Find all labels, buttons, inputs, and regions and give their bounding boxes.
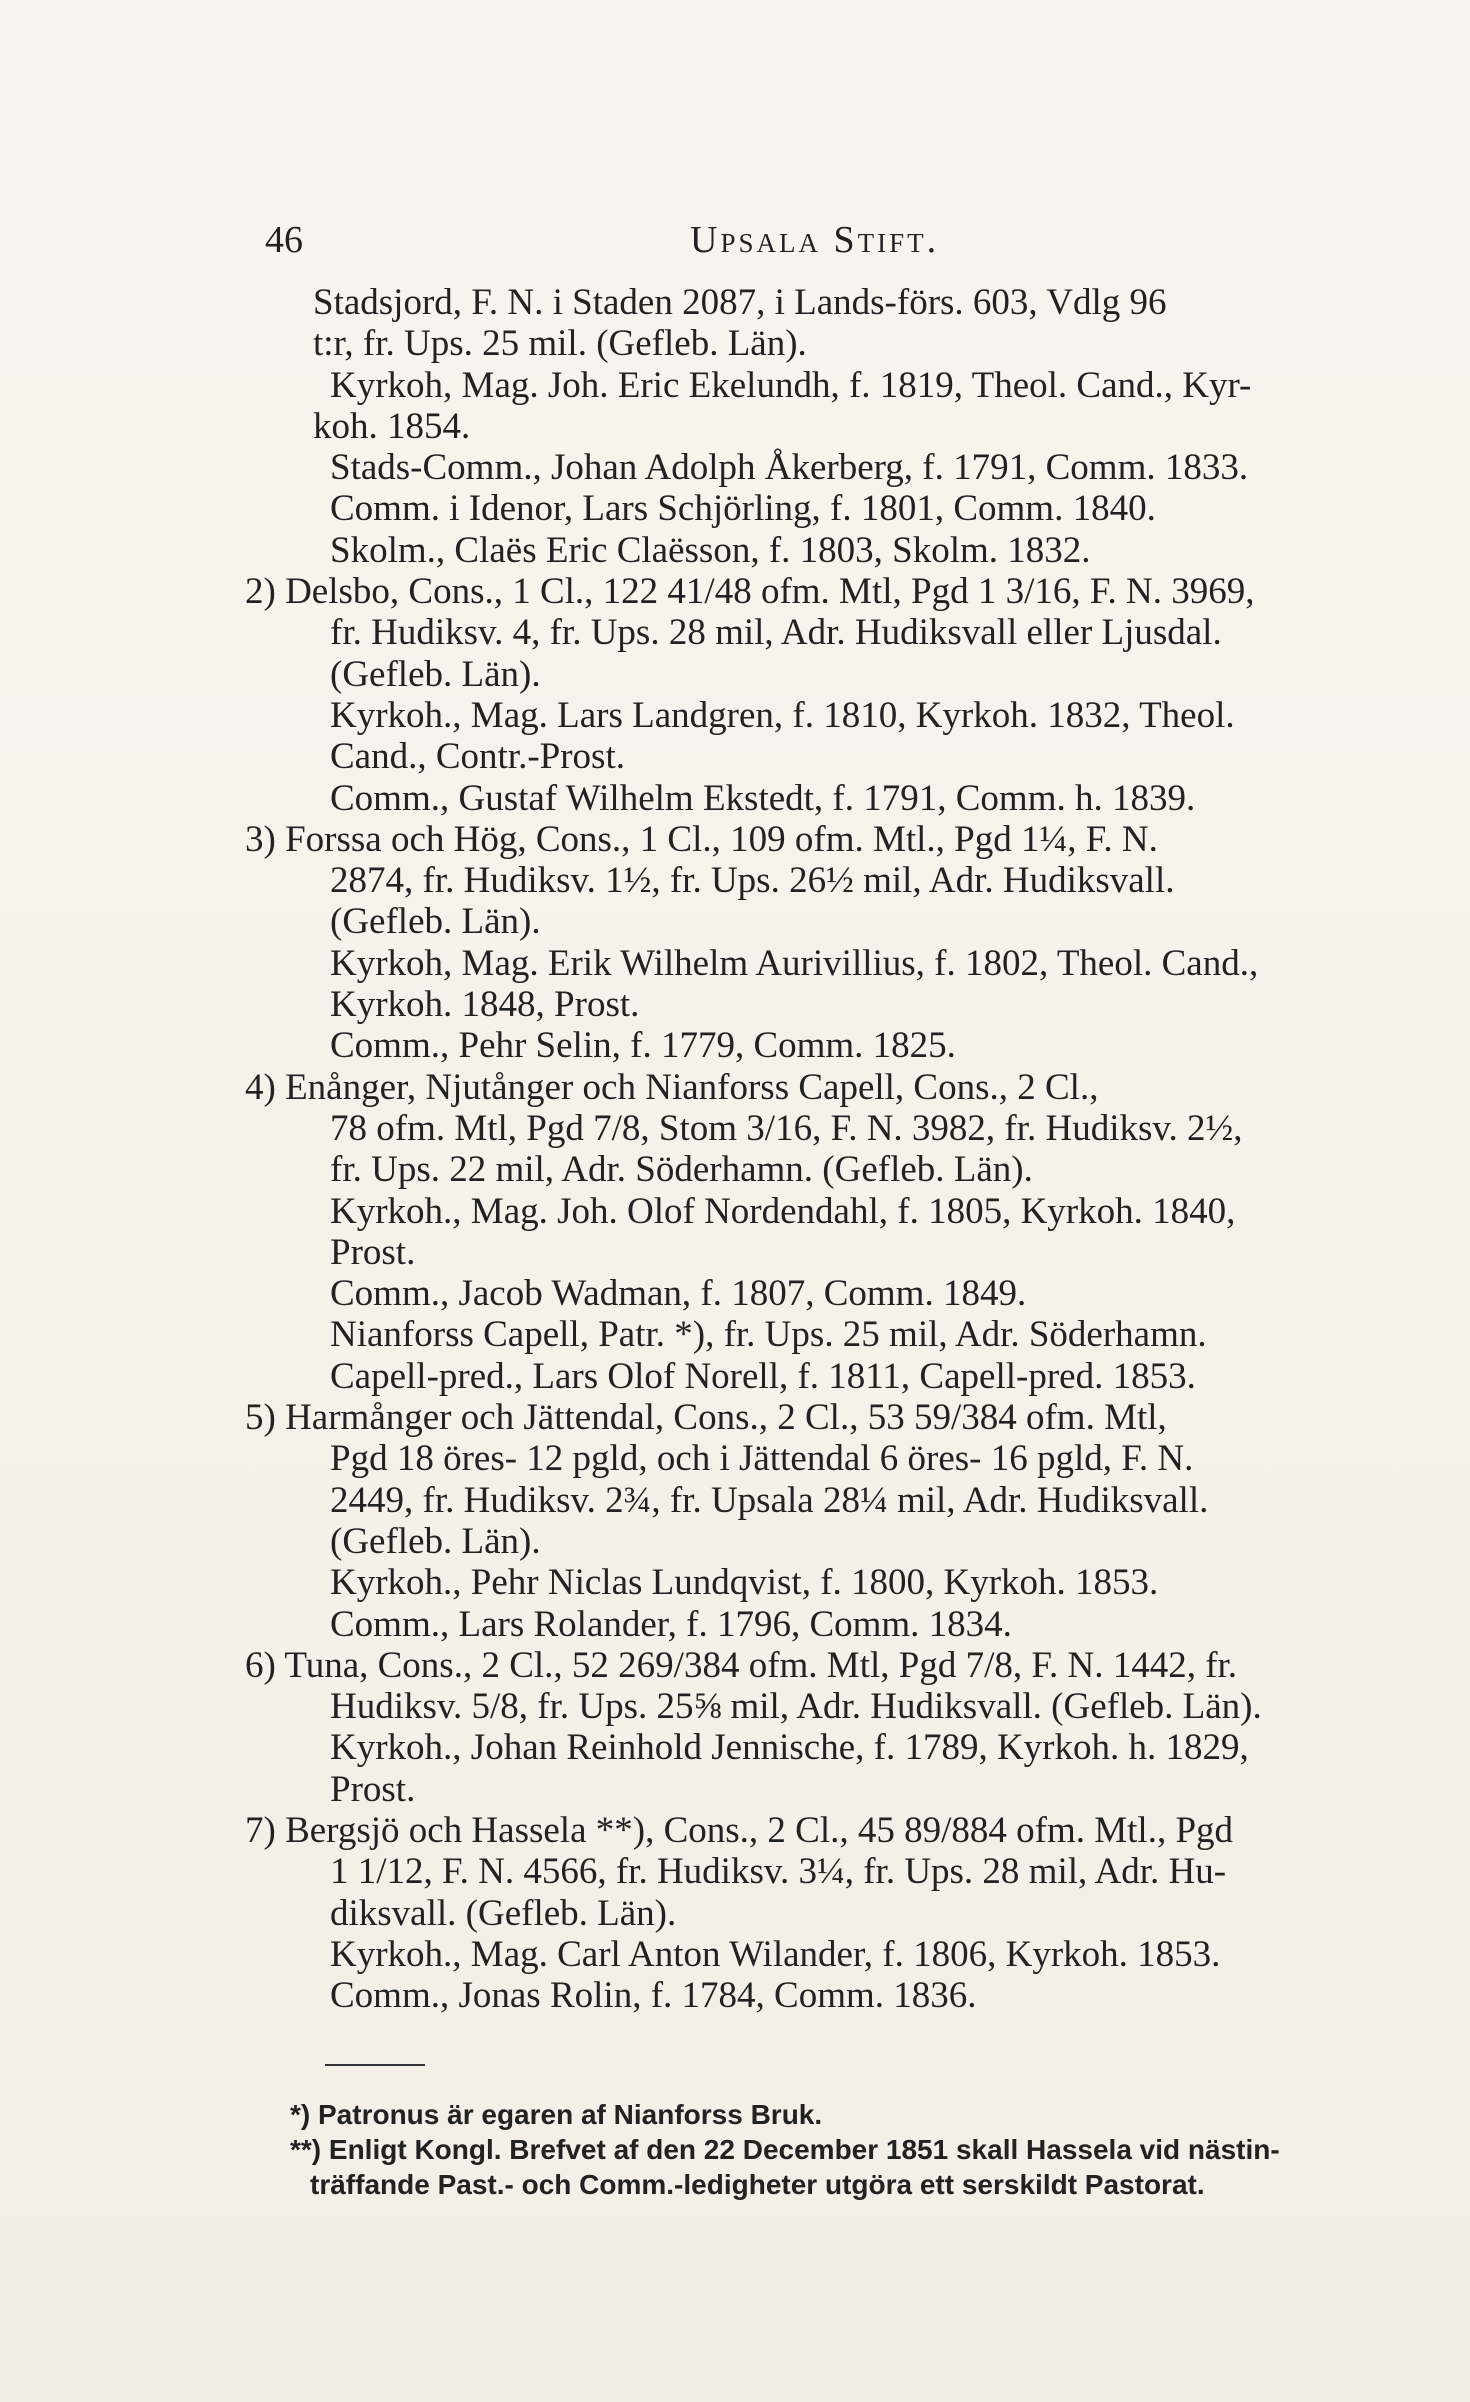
text-line: 7) Bergsjö och Hassela **), Cons., 2 Cl., 45 89/884 ofm. Mtl., Pgd — [245, 1809, 1234, 1851]
text-line: Stadsjord, F. N. i Staden 2087, i Lands-förs. 603, Vdlg 96 — [313, 282, 1167, 323]
text-line: 3) Forssa och Hög, Cons., 1 Cl., 109 ofm. Mtl., Pgd 1¼, F. N. — [245, 818, 1158, 860]
text-line: Stads-Comm., Johan Adolph Åkerberg, f. 1791, Comm. 1833. — [330, 447, 1249, 489]
text-line: Pgd 18 öres- 12 pgld, och i Jättendal 6 öres- 16 pgld, F. N. — [330, 1438, 1194, 1480]
text-line: t:r, fr. Ups. 25 mil. (Gefleb. Län). — [313, 323, 807, 365]
running-title: Upsala Stift. — [690, 219, 940, 261]
text-line: 78 ofm. Mtl, Pgd 7/8, Stom 3/16, F. N. 3982, fr. Hudiksv. 2½, — [330, 1107, 1243, 1149]
text-line: Kyrkoh. 1848, Prost. — [330, 984, 640, 1026]
text-line: 2449, fr. Hudiksv. 2¾, fr. Upsala 28¼ mil, Adr. Hudiksvall. — [330, 1479, 1209, 1521]
body-text — [245, 282, 1405, 2016]
text-line: Comm., Pehr Selin, f. 1779, Comm. 1825. — [330, 1025, 956, 1067]
footnote-line: *) Patronus är egaren af Nianforss Bruk. — [290, 2099, 823, 2130]
text-line: 2874, fr. Hudiksv. 1½, fr. Ups. 26½ mil, Adr. Hudiksvall. — [330, 860, 1175, 902]
text-line: Comm., Gustaf Wilhelm Ekstedt, f. 1791, Comm. h. 1839. — [330, 777, 1196, 819]
text-line: Prost. — [330, 1231, 416, 1273]
text-line: Kyrkoh, Mag. Erik Wilhelm Aurivillius, f. 1802, Theol. Cand., — [330, 942, 1259, 984]
text-line: Kyrkoh., Mag. Carl Anton Wilander, f. 1806, Kyrkoh. 1853. — [330, 1933, 1221, 1975]
text-line: Kyrkoh., Johan Reinhold Jennische, f. 1789, Kyrkoh. h. 1829, — [330, 1727, 1249, 1769]
page-header — [0, 218, 1470, 268]
text-line: Kyrkoh., Mag. Lars Landgren, f. 1810, Kyrkoh. 1832, Theol. — [330, 694, 1235, 736]
text-line: 2) Delsbo, Cons., 1 Cl., 122 41/48 ofm. Mtl, Pgd 1 3/16, F. N. 3969, — [245, 571, 1255, 613]
text-line: 4) Enånger, Njutånger och Nianforss Capell, Cons., 2 Cl., — [245, 1066, 1099, 1108]
text-line: Kyrkoh., Mag. Joh. Olof Nordendahl, f. 1805, Kyrkoh. 1840, — [330, 1190, 1236, 1232]
text-line: Nianforss Capell, Patr. *), fr. Ups. 25 mil, Adr. Söderhamn. — [330, 1314, 1207, 1356]
text-line: Hudiksv. 5/8, fr. Ups. 25⅝ mil, Adr. Hudiksvall. (Gefleb. Län). — [330, 1686, 1262, 1728]
footnote-line: träffande Past.- och Comm.-ledigheter utgöra ett serskildt Pastorat. — [310, 2169, 1205, 2200]
text-line: fr. Ups. 22 mil, Adr. Söderhamn. (Gefleb. Län). — [330, 1149, 1033, 1191]
text-line: (Gefleb. Län). — [330, 1520, 541, 1562]
page-number: 46 — [265, 219, 303, 261]
text-line: (Gefleb. Län). — [330, 901, 541, 943]
text-line: 6) Tuna, Cons., 2 Cl., 52 269/384 ofm. Mtl, Pgd 7/8, F. N. 1442, fr. — [245, 1644, 1238, 1686]
text-line: Comm., Jonas Rolin, f. 1784, Comm. 1836. — [330, 1975, 977, 2017]
footnote-line: **) Enligt Kongl. Brefvet af den 22 December 1851 skall Hassela vid nästin- — [290, 2134, 1280, 2165]
text-line: Kyrkoh, Mag. Joh. Eric Ekelundh, f. 1819, Theol. Cand., Kyr- — [330, 364, 1252, 406]
text-line: Kyrkoh., Pehr Niclas Lundqvist, f. 1800, Kyrkoh. 1853. — [330, 1562, 1159, 1604]
text-line: Comm. i Idenor, Lars Schjörling, f. 1801, Comm. 1840. — [330, 488, 1156, 530]
text-line: 1 1/12, F. N. 4566, fr. Hudiksv. 3¼, fr. Ups. 28 mil, Adr. Hu- — [330, 1851, 1227, 1893]
text-line: Comm., Lars Rolander, f. 1796, Comm. 1834. — [330, 1603, 1012, 1645]
text-line: fr. Hudiksv. 4, fr. Ups. 28 mil, Adr. Hudiksvall eller Ljusdal. — [330, 612, 1222, 654]
text-line: Cand., Contr.-Prost. — [330, 736, 625, 778]
text-line: diksvall. (Gefleb. Län). — [330, 1892, 677, 1934]
text-line: 5) Harmånger och Jättendal, Cons., 2 Cl., 53 59/384 ofm. Mtl, — [245, 1397, 1167, 1439]
footnote-divider — [325, 2064, 425, 2066]
text-line: Comm., Jacob Wadman, f. 1807, Comm. 1849. — [330, 1273, 1027, 1315]
text-line: (Gefleb. Län). — [330, 653, 541, 695]
text-line: koh. 1854. — [313, 405, 471, 447]
footnotes — [290, 2097, 1400, 2202]
text-line: Prost. — [330, 1768, 416, 1810]
text-line: Capell-pred., Lars Olof Norell, f. 1811, Capell-pred. 1853. — [330, 1355, 1196, 1397]
text-line: Skolm., Claës Eric Claësson, f. 1803, Skolm. 1832. — [330, 529, 1091, 571]
